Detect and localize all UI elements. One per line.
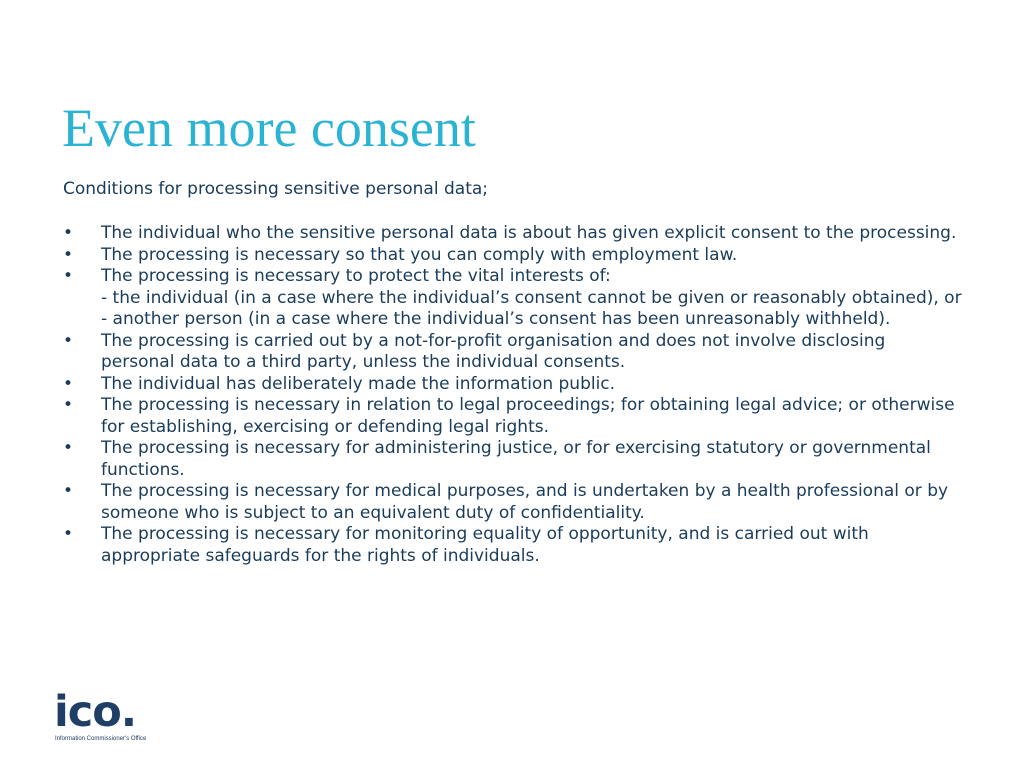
bullet-dot-icon: • [63, 481, 74, 501]
bullet-item [63, 331, 963, 374]
bullet-item [63, 223, 963, 245]
bullet-text: - the individual (in a case where the individual’s consent cannot be given or reasonably obtained), or [101, 287, 962, 308]
bullet-item [63, 524, 963, 567]
slide-subtitle: Conditions for processing sensitive personal data; [63, 179, 488, 199]
bullet-text: The processing is necessary for monitoring equality of opportunity, and is carried out with appropriate safeguards for the rights of individuals. [101, 524, 869, 566]
bullet-item [63, 374, 963, 396]
ico-logo [54, 687, 164, 750]
bullet-item [63, 438, 963, 481]
bullet-dot-icon: • [63, 223, 74, 243]
bullet-item [63, 481, 963, 524]
bullet-text: The individual who the sensitive personal data is about has given explicit consent to the processing. [101, 223, 957, 243]
bullet-item [63, 266, 963, 331]
bullet-dot-icon: • [63, 438, 74, 458]
bullet-dot-icon: • [63, 266, 74, 286]
logo-tagline: Information Commissioner's Office [55, 736, 147, 742]
bullet-text: The processing is carried out by a not-for-profit organisation and does not involve disclosing personal data to a third party, unless the individual consents. [101, 330, 886, 372]
bullet-dot-icon: • [63, 373, 74, 394]
bullet-text: - another person (in a case where the individual’s consent has been unreasonably withheld). [101, 309, 891, 329]
bullet-item [63, 395, 963, 438]
bullet-list [63, 223, 963, 567]
bullet-dot-icon: • [63, 395, 74, 415]
bullet-text: The processing is necessary for administering justice, or for exercising statutory or governmental functions. [101, 438, 931, 480]
slide-title: Even more consent [62, 98, 476, 158]
bullet-text: The processing is necessary in relation to legal proceedings; for obtaining legal advice; or otherwise for establishing, exercising or defending legal rights. [101, 395, 955, 437]
bullet-dot-icon: • [63, 244, 74, 265]
bullet-text: The processing is necessary so that you can comply with employment law. [101, 244, 738, 265]
bullet-dot-icon: • [63, 524, 74, 544]
bullet-text: The processing is necessary for medical purposes, and is undertaken by a health professional or by someone who is subject to an equivalent duty of confidentiality. [101, 481, 949, 523]
bullet-text: The processing is necessary to protect the vital interests of: [101, 266, 611, 286]
logo-wordmark: ico. [54, 687, 137, 737]
bullet-item [63, 245, 963, 267]
bullet-dot-icon: • [63, 330, 74, 351]
bullet-text: The individual has deliberately made the information public. [101, 373, 616, 394]
